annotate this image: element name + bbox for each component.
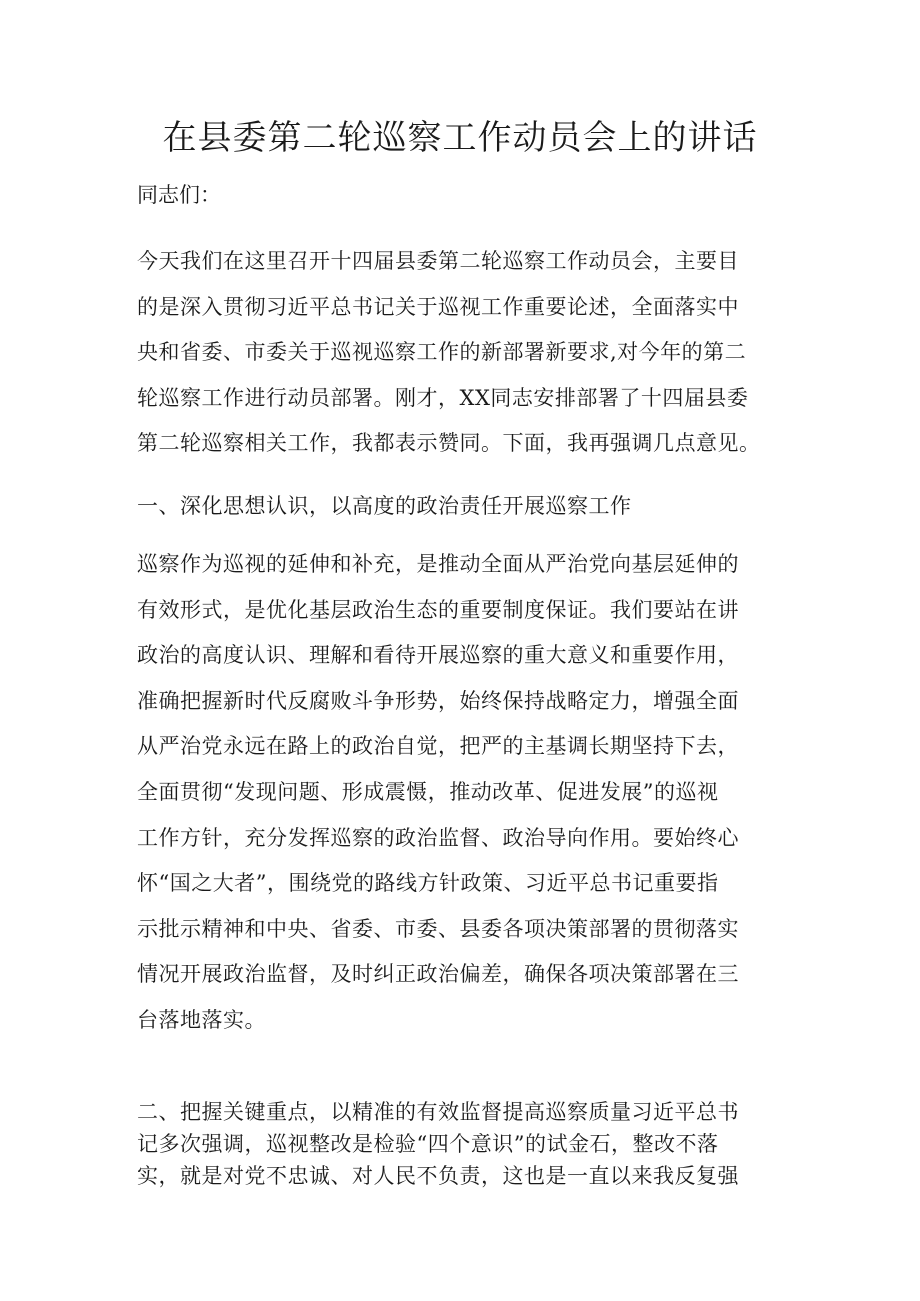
section-heading-text: 一、深化思想认识，以高度的政治责任开展巡察工作: [137, 494, 632, 518]
salutation: 同志们：: [137, 183, 221, 207]
text-line: 二、把握关键重点，以精准的有效监督提高巡察质量习近平总书: [137, 1100, 739, 1124]
text-line: 政治的高度认识、理解和看待开展巡察的重大意义和重要作用，: [137, 643, 739, 668]
text-line: 情况开展政治监督，及时纠正政治偏差，确保各项决策部署在三: [137, 962, 739, 987]
paragraph-section-1: [137, 542, 797, 1044]
text-line: 从严治党永远在路上的政治自觉，把严的主基调长期坚持下去，: [137, 734, 739, 759]
text-line: 示批示精神和中央、省委、市委、县委各项决策部署的贯彻落实: [137, 916, 739, 941]
paragraph-intro: [137, 239, 797, 467]
text-line: 第二轮巡察相关工作，我都表示赞同。下面，我再强调几点意见。: [137, 431, 761, 455]
document-title: 在县委第二轮巡察工作动员会上的讲话: [162, 118, 758, 158]
text-line: 记多次强调，巡视整改是检验“四个意识”的试金石，整改不落: [137, 1132, 719, 1156]
text-line: 今天我们在这里召开十四届县委第二轮巡察工作动员会，主要目: [137, 249, 739, 273]
text-line: 全面贯彻“发现问题、形成震慑，推动改革、促进发展”的巡视: [137, 779, 719, 804]
text-line: 实，就是对党不忠诚、对人民不负责，这也是一直以来我反复强: [137, 1164, 739, 1188]
text-line: 工作方针，充分发挥巡察的政治监督、政治导向作用。要始终心: [137, 825, 739, 850]
text-line: 有效形式，是优化基层政治生态的重要制度保证。我们要站在讲: [137, 597, 739, 622]
text-line: 轮巡察工作进行动员部署。刚才，XX同志安排部署了十四届县委: [137, 385, 749, 410]
text-line: 台落地落实。: [137, 1007, 266, 1032]
text-line: 准确把握新时代反腐败斗争形势，始终保持战略定力，增强全面: [137, 688, 739, 713]
paragraph-section-2: [137, 1096, 797, 1192]
text-line: 巡察作为巡视的延伸和补充，是推动全面从严治党向基层延伸的: [137, 552, 739, 576]
section-heading-1: [137, 486, 797, 526]
text-line: 央和省委、市委关于巡视巡察工作的新部署新要求,对今年的第二: [137, 340, 747, 364]
text-line: 的是深入贯彻习近平总书记关于巡视工作重要论述，全面落实中: [137, 294, 739, 319]
text-line: 怀“国之大者”，围绕党的路线方针政策、习近平总书记重要指: [137, 871, 719, 896]
